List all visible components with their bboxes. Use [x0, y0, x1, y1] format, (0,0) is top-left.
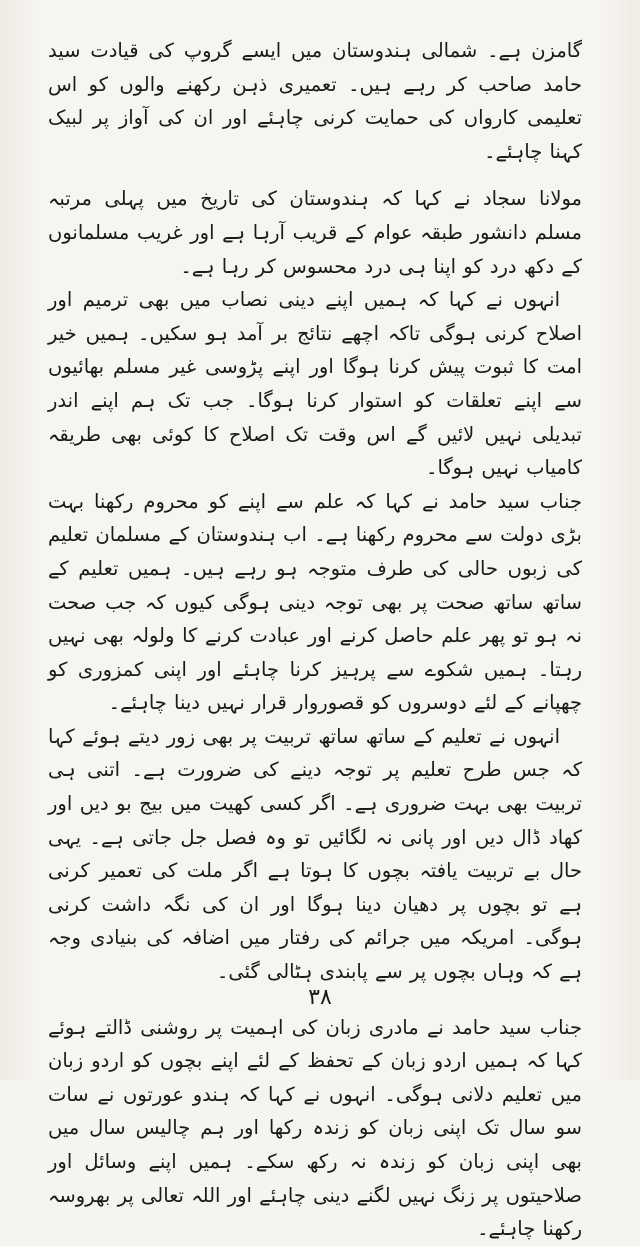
- paragraph-4: جناب سید حامد نے کہا کہ علم سے اپنے کو محروم رکھنا بہت بڑی دولت سے محروم رکھنا ہے۔ اب ہندوستان کے مسلمان تعلیم کی زبوں حالی کی طرف متوجہ ہو رہے ہیں۔ ہمیں تعلیم کے ساتھ ساتھ صحت پر بھی توجہ دینی ہوگی کیوں کہ جب صحت نہ ہو تو پھر علم حاصل کرنے اور عبادت کرنے کا ولولہ بھی نہیں رہتا۔ ہمیں شکوے سے پرہیز کرنا چاہئے اور اپنی کمزوری کو چھپانے کے لئے دوسروں کو قصوروار قرار نہیں دینا چاہئے۔: [48, 489, 582, 715]
- paragraph-5: انہوں نے تعلیم کے ساتھ ساتھ تربیت پر بھی زور دیتے ہوئے کہا کہ جس طرح تعلیم پر توجہ دینے کی ضرورت ہے۔ اتنی ہی تربیت بھی بہت ضروری ہے۔ اگر کسی کھیت میں بیج بو دیں اور کھاد ڈال دیں اور پانی نہ لگائیں تو وہ فصل جل جاتی ہے۔ یہی حال بے تربیت یافتہ بچوں کا ہوتا ہے اگر ملت کی تعمیر کرنی ہے تو بچوں پر دھیان دینا ہوگا اور ان کی نگہ داشت کرنی ہوگی۔ امریکہ میں جرائم کی رفتار میں اضافہ کی بنیادی وجہ ہے کہ وہاں بچوں پر سے پابندی ہٹالی گئی۔: [48, 724, 582, 984]
- paragraph-3: انہوں نے کہا کہ ہمیں اپنے دینی نصاب میں بھی ترمیم اور اصلاح کرنی ہوگی تاکہ اچھے نتائج بر آمد ہو سکیں۔ ہمیں خیر امت کا ثبوت پیش کرنا ہوگا اور اپنے پڑوسی غیر مسلم بھائیوں سے اپنے تعلقات کو استوار کرنا ہوگا۔ جب تک ہم اپنے اندر تبدیلی نہیں لائیں گے اس وقت تک اصلاح کا کوئی بھی طریقہ کامیاب نہیں ہوگا۔: [48, 288, 582, 480]
- paragraph-1: گامزن ہے۔ شمالی ہندوستان میں ایسے گروپ کی قیادت سید حامد صاحب کر رہے ہیں۔ تعمیری ذہن رکھنے والوں کو اس تعلیمی کارواں کی حمایت کرنی چاہئے اور ان کی آواز پر لبیک کہنا چاہئے۔: [48, 39, 582, 163]
- page-number: ۳۸: [308, 985, 332, 1010]
- paragraph-2: مولانا سجاد نے کہا کہ ہندوستان کی تاریخ میں پہلی مرتبہ مسلم دانشور طبقہ عوام کے قریب آرہا ہے اور غریب مسلمانوں کے دکھ درد کو اپنا ہی درد محسوس کر رہا ہے۔: [48, 187, 582, 278]
- paragraph-6: جناب سید حامد نے مادری زبان کی اہمیت پر روشنی ڈالتے ہوئے کہا کہ ہمیں اردو زبان کے تحفظ کے لئے اپنے بچوں کو اردو زبان میں تعلیم دلانی ہوگی۔ انہوں نے کہا کہ ہندو عورتوں نے سات سو سال تک اپنی زبان کو زندہ رکھا اور ہم چالیس سال میں بھی اپنی زبان کو زندہ نہ رکھ سکے۔ ہمیں اپنے وسائل اور صلاحیتوں پر زنگ نہیں لگنے دینی چاہئے اور اللہ تعالی پر بھروسہ رکھنا چاہئے۔: [48, 1015, 582, 1241]
